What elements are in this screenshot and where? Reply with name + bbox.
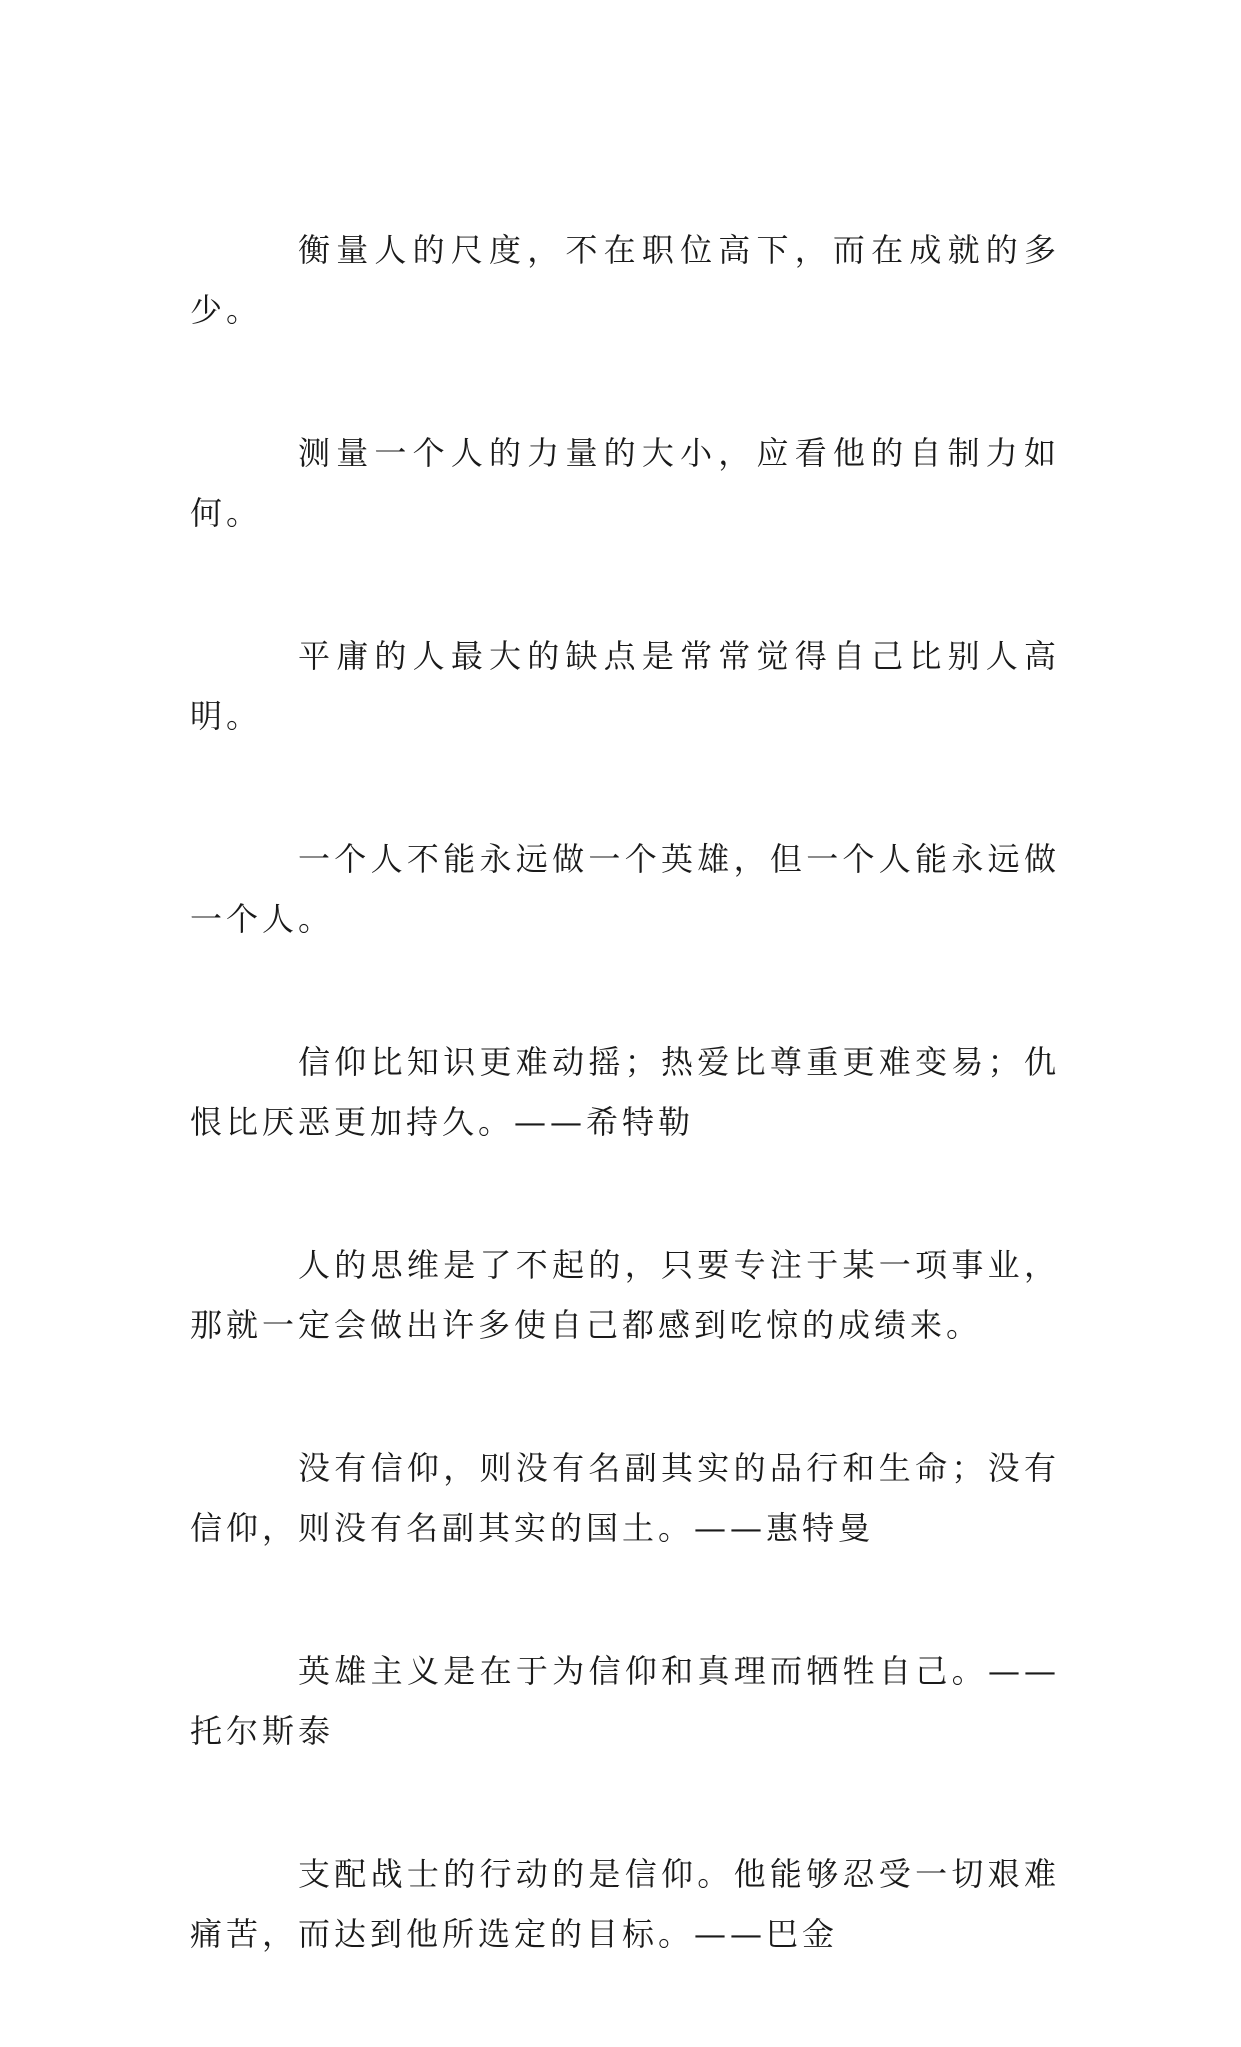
paragraph: 英雄主义是在于为信仰和真理而牺牲自己。——托尔斯泰: [190, 1652, 1060, 1750]
paragraph: 没有信仰，则没有名副其实的品行和生命；没有信仰，则没有名副其实的国土。——惠特曼: [190, 1449, 1060, 1547]
paragraph: 衡量人的尺度，不在职位高下，而在成就的多少。: [190, 231, 1060, 329]
paragraph: 平庸的人最大的缺点是常常觉得自己比别人高明。: [190, 637, 1060, 735]
paragraph: 信仰比知识更难动摇；热爱比尊重更难变易；仇恨比厌恶更加持久。——希特勒: [190, 1043, 1060, 1141]
paragraph: 人的思维是了不起的，只要专注于某一项事业，那就一定会做出许多使自己都感到吃惊的成绩来。: [190, 1246, 1060, 1344]
document-body: [190, 220, 1060, 2047]
paragraph: 一个人不能永远做一个英雄，但一个人能永远做一个人。: [190, 840, 1060, 938]
paragraph: 支配战士的行动的是信仰。他能够忍受一切艰难痛苦，而达到他所选定的目标。——巴金: [190, 1855, 1060, 1953]
paragraph: 测量一个人的力量的大小，应看他的自制力如何。: [190, 434, 1060, 532]
